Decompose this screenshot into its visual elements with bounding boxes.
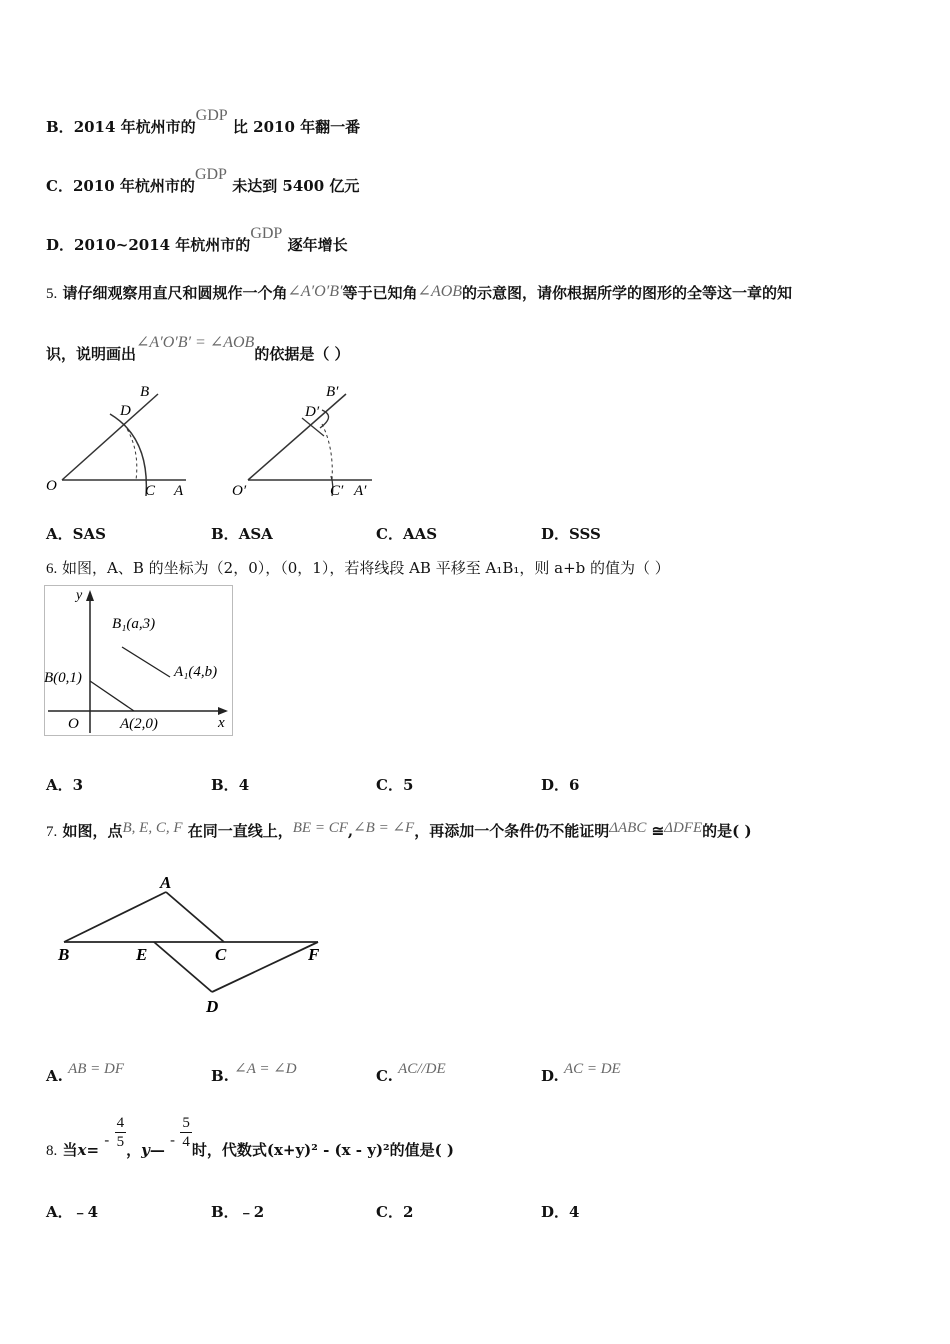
option-label: D．: [541, 525, 570, 543]
label-d: D: [206, 997, 219, 1016]
fig1-label-d: D: [120, 403, 131, 419]
question-number: 8.: [46, 1142, 58, 1159]
q8-option-c[interactable]: [376, 1201, 413, 1222]
option-text-pre: 2010 年杭州市的: [72, 177, 195, 195]
minus-sign: -: [170, 1130, 176, 1149]
q7-option-c[interactable]: [376, 1061, 446, 1086]
option-text: 5: [402, 776, 414, 794]
q6-option-a[interactable]: [46, 774, 83, 795]
q7-text: 的是( ): [702, 822, 752, 840]
option-math: AB = DF: [68, 1061, 125, 1077]
option-text: 4: [238, 776, 250, 794]
q5-option-b[interactable]: [211, 523, 273, 544]
q5-stem-line1: [46, 282, 792, 303]
gdp-math: GDP: [250, 225, 283, 242]
option-label: C．: [376, 776, 403, 794]
q5-option-c[interactable]: [376, 523, 437, 544]
q7-option-d[interactable]: [541, 1061, 621, 1086]
option-text: ﹣4: [72, 1203, 99, 1221]
label-f: F: [308, 945, 320, 964]
option-text: 6: [569, 776, 580, 794]
option-text: AAS: [402, 525, 438, 543]
gdp-math: GDP: [194, 166, 227, 183]
question-number: 7.: [46, 824, 58, 840]
fig1-label-a: A: [174, 483, 184, 499]
option-text: 3: [72, 776, 84, 794]
q6-option-d[interactable]: [541, 774, 579, 795]
q7-stem: [46, 820, 752, 841]
y-fraction: [180, 1114, 192, 1151]
fig2-label-o: O′: [232, 483, 247, 499]
option-label: B.: [211, 1067, 229, 1085]
gdp-math: GDP: [195, 107, 228, 124]
option-label: D．: [541, 1203, 570, 1221]
q8-option-b[interactable]: [211, 1201, 264, 1222]
point-a-label: A(2,0): [120, 716, 158, 732]
q5-text: 的依据是（ ）: [254, 345, 350, 363]
option-label: B．: [211, 776, 239, 794]
q7-option-b[interactable]: [211, 1061, 297, 1086]
y-dash: —: [149, 1140, 165, 1159]
option-text-post: 逐年增长: [287, 236, 348, 254]
option-math: AC = DE: [563, 1061, 621, 1077]
label-c: C: [215, 945, 227, 964]
q5-text: 的示意图，请你根据所学的图形的全等这一章的知: [462, 284, 793, 302]
q8-text: 当: [62, 1140, 78, 1159]
angle-equation: ∠A′O′B′ = ∠AOB: [136, 334, 255, 351]
option-text-post: 比 2010 年翻一番: [232, 118, 361, 136]
angle-math: ∠AOB: [417, 283, 463, 300]
angle-eq-math: ∠B = ∠F: [353, 820, 415, 836]
fig2-label-c: C′: [330, 483, 344, 499]
x-variable: x: [77, 1140, 87, 1159]
triangle-abc-math: ΔABC: [609, 820, 647, 836]
minus-sign: -: [104, 1130, 110, 1149]
option-label: C．: [376, 525, 403, 543]
option-text: 2: [402, 1203, 414, 1221]
comma: ，: [126, 1140, 142, 1159]
q7-triangle-figure: [50, 868, 340, 1018]
option-text: ﹣2: [238, 1203, 265, 1221]
x-denominator: 5: [116, 1134, 125, 1150]
q5-stem-line2: [46, 334, 350, 364]
q4-option-d: [46, 225, 348, 255]
fig1-label-b: B: [140, 384, 150, 400]
option-label: A．: [46, 1203, 73, 1221]
label-b: B: [58, 945, 70, 964]
fig1-label-c: C: [145, 483, 156, 499]
q4-option-c: [46, 166, 360, 196]
option-text-post: 未达到 5400 亿元: [232, 177, 360, 195]
triangle-dfe-math: ΔDFE: [664, 820, 703, 836]
q8-option-a[interactable]: [46, 1201, 98, 1222]
q5-construction-figure: [40, 378, 400, 508]
q7-sep: ,: [347, 822, 354, 840]
q5-text: 等于已知角: [342, 284, 418, 302]
option-text: SSS: [569, 525, 601, 543]
q5-option-a[interactable]: [46, 523, 106, 544]
option-math: ∠A = ∠D: [234, 1061, 297, 1077]
option-label: B．: [211, 525, 239, 543]
option-label: D．: [541, 776, 570, 794]
option-label: A．: [46, 525, 73, 543]
question-number: 6.: [46, 561, 58, 577]
q7-text: 在同一直线上，: [187, 822, 293, 840]
y-variable: y: [141, 1140, 150, 1159]
option-text: ASA: [238, 525, 273, 543]
option-label: C．: [376, 1203, 403, 1221]
option-text-pre: 2014 年杭州市的: [73, 118, 196, 136]
q5-option-d[interactable]: [541, 523, 601, 544]
q6-text: 如图，A、B 的坐标为（2，0），（0，1），若将线段 AB 平移至 A₁B₁，则 a+b 的值为（ ）: [62, 559, 670, 577]
points-math: B, E, C, F: [122, 820, 183, 836]
q7-text: 如图，点: [62, 822, 123, 840]
q7-text: ，再添加一个条件仍不能证明: [414, 822, 610, 840]
fig1-label-o: O: [46, 478, 57, 494]
q8-stem: [46, 1115, 455, 1159]
x-numerator: 4: [116, 1115, 125, 1131]
q6-option-b[interactable]: [211, 774, 249, 795]
x-axis-label: x: [218, 715, 225, 731]
label-e: E: [136, 945, 148, 964]
question-number: 5.: [46, 286, 58, 302]
option-math: AC//DE: [398, 1061, 446, 1077]
y-numerator: 5: [182, 1115, 190, 1131]
label-a: A: [160, 873, 172, 892]
option-label: C．: [46, 177, 73, 195]
angle-math: ∠A′O′B′: [287, 283, 343, 300]
congruent-symbol: ≅: [651, 822, 665, 840]
q6-coordinate-figure: [44, 585, 234, 737]
q8-option-d[interactable]: [541, 1201, 579, 1222]
q8-text: 时，代数式(x+y)² - (x - y)²的值是( ): [191, 1140, 455, 1159]
option-label: D．: [46, 236, 75, 254]
fig2-label-a: A′: [354, 483, 367, 499]
fig2-label-d: D′: [305, 404, 320, 420]
q6-option-c[interactable]: [376, 774, 413, 795]
option-label: A.: [46, 1067, 63, 1085]
option-text: 4: [569, 1203, 580, 1221]
option-label: B．: [46, 118, 74, 136]
y-axis-label: y: [76, 588, 83, 603]
option-text: SAS: [72, 525, 106, 543]
option-label: A．: [46, 776, 73, 794]
x-fraction: [115, 1114, 127, 1151]
q7-option-a[interactable]: [46, 1061, 125, 1086]
equals-sign: =: [86, 1140, 100, 1159]
point-b-label: B(0,1): [44, 670, 82, 686]
fig2-label-b: B′: [326, 384, 339, 400]
option-text-pre: 2010~2014 年杭州市的: [74, 236, 251, 254]
q4-option-b: [46, 107, 361, 137]
option-label: C.: [376, 1067, 393, 1085]
origin-label: O: [68, 716, 79, 732]
q5-text: 识，说明画出: [46, 345, 137, 363]
q6-stem: [46, 557, 670, 578]
point-b1-label: B₁(a,3): [112, 616, 156, 632]
y-denominator: 4: [182, 1134, 190, 1150]
segment-eq-math: BE = CF: [292, 820, 348, 836]
point-a1-label: A₁(4,b): [174, 664, 218, 680]
option-label: B．: [211, 1203, 239, 1221]
q5-text: 请仔细观察用直尺和圆规作一个角: [62, 284, 288, 302]
option-label: D.: [541, 1067, 559, 1085]
